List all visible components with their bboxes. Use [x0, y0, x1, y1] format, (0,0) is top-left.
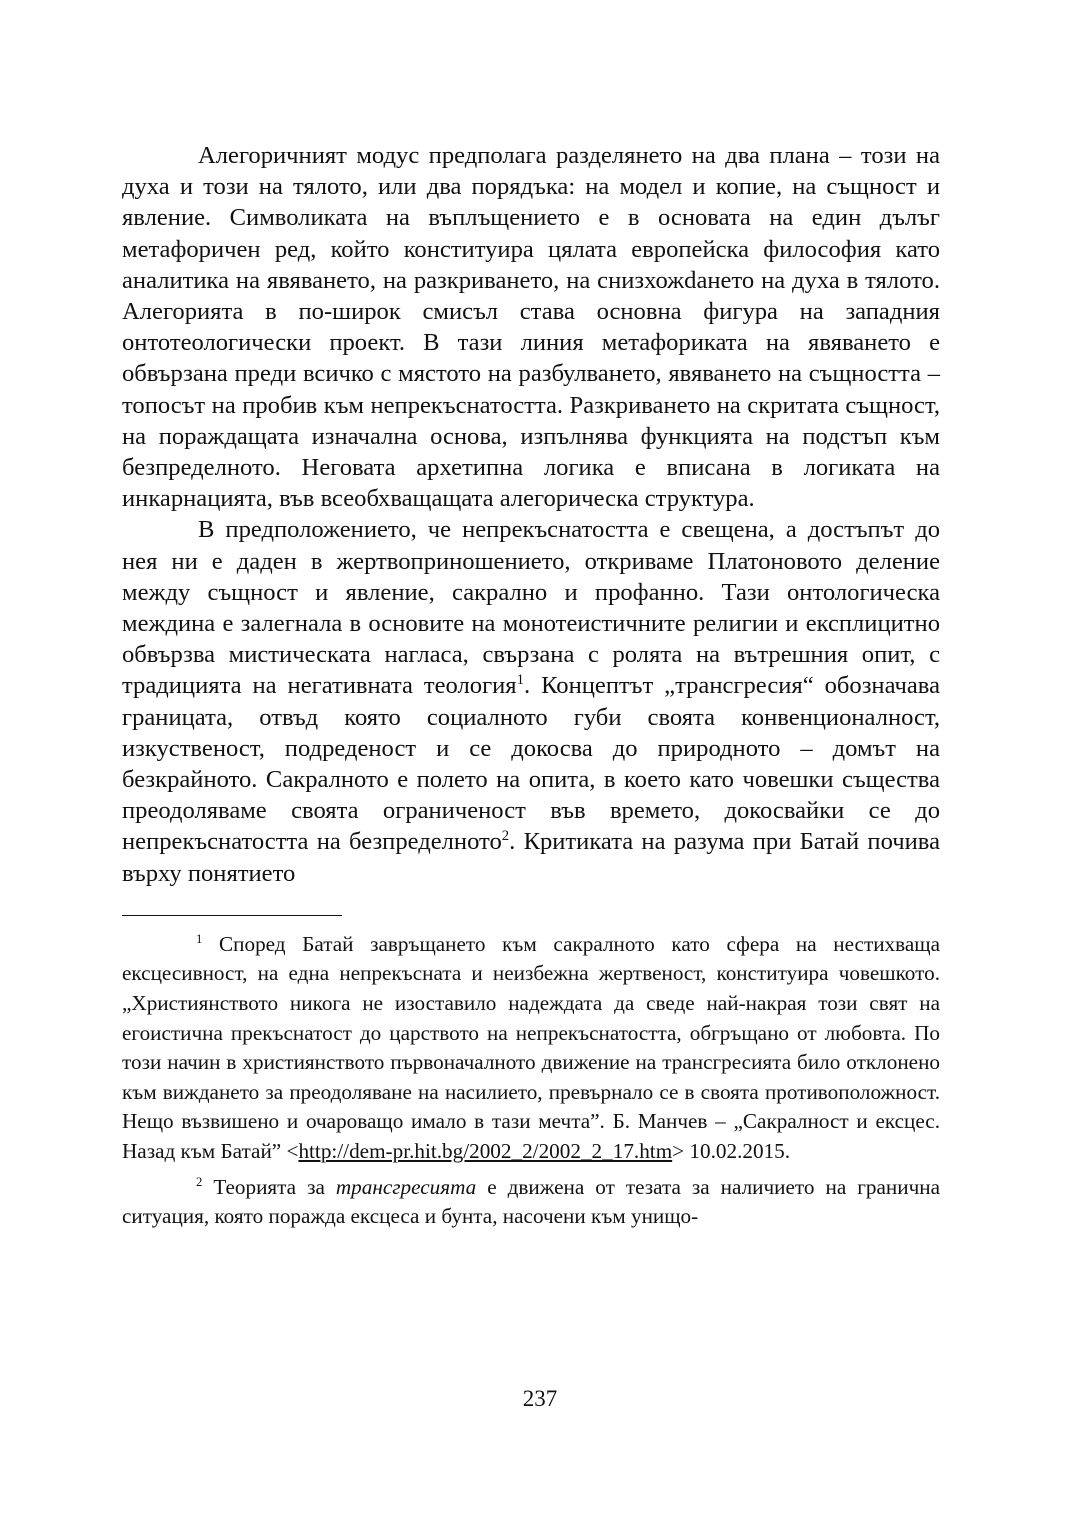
- footnote-2-text-before: Теорията за: [202, 1174, 336, 1199]
- footnote-1-text: Според Батай завръщането към сакралното като сфера на нестихваща ексцесивност, на една непрекъсната и неизбежна жертвеност, конституира човешкото. „Християнството никога не изоставило надеждата да сведе най-накрая този свят на егоистична прекъснатост до царството на непрекъснатостта, обгръщано от любовта. По този начин в християнството първоначалното движение на трансгресията било отклонено към виждането за преодоляване на насилието, превърнало се в своята противоположност. Нещо възвишено и очароващо имало в тази мечта”. Б. Манчев – „Сакралност и ексцес. Назад към Батай” <: [122, 931, 940, 1164]
- footnotes: [122, 930, 940, 1232]
- footnote-1-date: > 10.02.2015.: [672, 1139, 791, 1164]
- footnote-separator: [122, 915, 342, 916]
- footnote-2-text-after: е движена от тезата за наличието на гранична ситуация, която поражда ексцеса и бунта, насочени към унищо-: [122, 1174, 940, 1229]
- paragraph-1: Алегоричният модус предполага разделянето на два плана – този на духа и този на тялото, или два порядъка: на модел и копие, на същност и явление. Символиката на въплъщението е в основата на един дълъг метафоричен ред, който конституира цялата европейска философия като аналитика на явяването, на разкриването, на снизхожdането на духа в тялото. Алегорията в по-широк смисъл става основна фигура на западния онтотеологически проект. В тази линия метафориката на явяването е обвързана преди всичко с мястото на разбулването, явяването на същността – топосът на пробив към непрекъснатостта. Разкриването на скритата същност, на пораждащата изначална основа, изпълнява функцията на подстъп към безпределното. Неговата архетипна логика е вписана в логиката на инкарнацията, във всеобхващащата алегорическа структура.: [122, 142, 940, 513]
- footnote-ref-2[interactable]: 2: [501, 828, 510, 845]
- footnote-ref-1[interactable]: 1: [516, 672, 524, 689]
- footnote-2: [122, 1173, 940, 1232]
- footnote-1-number: 1: [196, 931, 203, 946]
- page-number: 237: [522, 1386, 558, 1411]
- paragraph-2-part-3: . Критиката на разума при Батай почива върху понятието: [122, 828, 940, 887]
- footnote-2-number: 2: [196, 1174, 203, 1189]
- paragraph-2: [122, 514, 940, 888]
- footnote-2-emphasis: трансгресията: [335, 1174, 477, 1199]
- page-content: [122, 140, 940, 1232]
- paragraph-2-part-1: В предположението, че непрекъснатостта е свещена, а достъпът до нея ни е даден в жертвоприношението, откриваме Платоновото деление между същност и явление, сакрално и профанно. Тази онтологическа междина е залегнала в основите на монотеистичните религии и експлицитно обвързва мистическата нагласа, свързана с ролята на вътрешния опит, с традицията на негативната теология: [122, 516, 940, 700]
- main-text: [122, 140, 940, 889]
- footnote-1-link[interactable]: http://dem-pr.hit.bg/2002_2/2002_2_17.htm: [298, 1139, 673, 1164]
- paragraph-2-part-2: . Концептът „трансгресия“ обозначава границата, отвъд която социалното губи своята конвенционалност, изкуственост, подреденост и се докосва до природното – домът на безкрайното. Сакралното е полето на опита, в което като човешки същества преодоляваме своята ограниченост във времето, докосвайки се до непрекъснатостта на безпределното: [122, 672, 940, 856]
- footnote-1: [122, 930, 940, 1167]
